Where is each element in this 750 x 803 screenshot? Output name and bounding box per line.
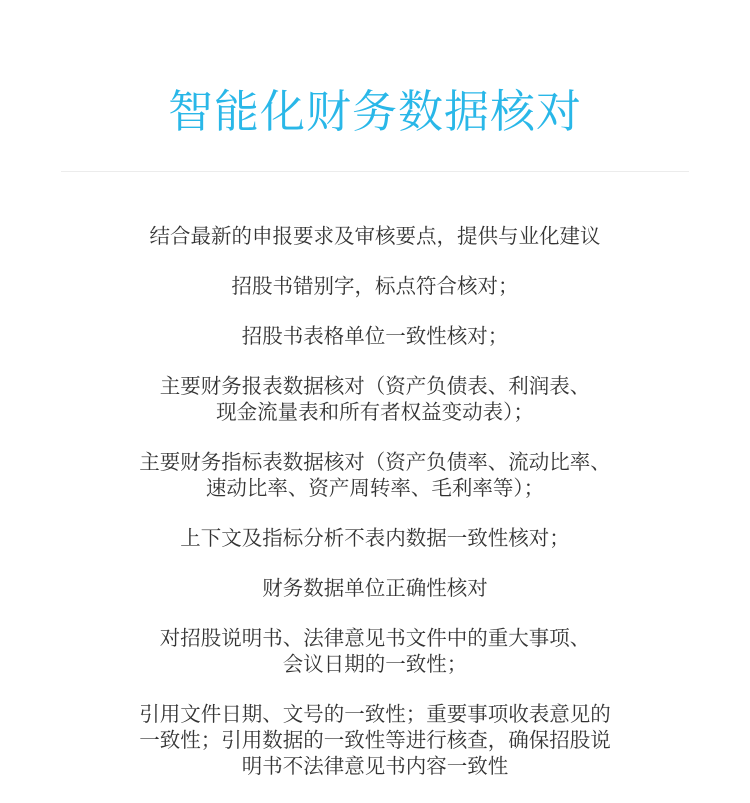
title-divider [61, 171, 689, 172]
feature-list [0, 223, 750, 803]
feature-item [0, 449, 750, 501]
feature-text: 现金流量表和所有者权益变动表）； [216, 400, 534, 424]
feature-text: 招股书表格单位一致性核对； [241, 324, 509, 348]
feature-item [0, 701, 750, 779]
feature-text: 会议日期的一致性； [282, 652, 468, 676]
feature-item [0, 373, 750, 425]
feature-text: 招股书错别字，标点符合核对； [231, 274, 519, 298]
feature-text: 主要财务指标表数据核对（资产负债率、流动比率、 [139, 450, 611, 474]
feature-text: 引用文件日期、文号的一致性；重要事项收表意见的 [139, 702, 611, 726]
feature-text: 速动比率、资产周转率、毛利率等）； [205, 476, 545, 500]
feature-item [0, 575, 750, 601]
feature-text: 主要财务报表数据核对（资产负债表、利润表、 [159, 374, 591, 398]
feature-text: 财务数据单位正确性核对 [262, 576, 488, 600]
page-title: 智能化财务数据核对 [167, 85, 582, 138]
feature-item [0, 273, 750, 299]
feature-text: 对招股说明书、法律意见书文件中的重大事项、 [159, 626, 591, 650]
feature-text: 结合最新的申报要求及审核要点，提供与业化建议 [149, 224, 601, 248]
feature-item [0, 625, 750, 677]
feature-text: 明书不法律意见书内容一致性 [241, 754, 509, 778]
feature-text: 上下文及指标分析不表内数据一致性核对； [180, 526, 570, 550]
feature-item [0, 223, 750, 249]
feature-text: 一致性；引用数据的一致性等进行核查，确保招股说 [139, 728, 611, 752]
feature-item [0, 323, 750, 349]
feature-item [0, 525, 750, 551]
